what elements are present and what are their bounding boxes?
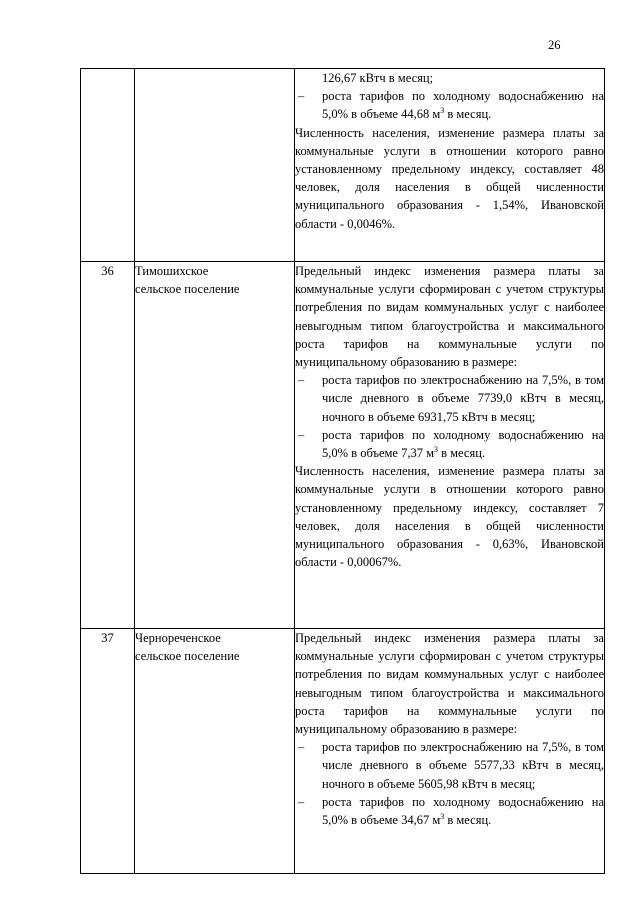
municipality-name-line: Тимошихское [135,264,209,278]
list-item-tail: в месяц. [438,446,486,461]
table-row [81,262,605,629]
row-number: 36 [81,262,135,629]
list-item-text: роста тарифов по холодному водоснабжению на 5,0% в объеме 7,37 м [322,427,604,461]
superscript: 3 [440,811,445,821]
population-paragraph: Численность населения, изменение размера платы за коммунальные услуги в отношении которого равно установленному предельному индексу, составляет 48 человек, доля населения в общей численности муниципального образования - 1,54%, Ивановской области - 0,0046%. [295,125,604,231]
row-description [295,262,605,629]
list-item-text: роста тарифов по холодному водоснабжению на 5,0% в объеме 44,68 м [322,89,604,122]
list-dash: – [298,373,305,388]
list-item [295,87,604,123]
population-paragraph: Численность населения, изменение размера платы за коммунальные услуги в отношении которого равно установленному предельному индексу, составляет 7 человек, доля населения в общей численности муниципального образования - 0,63%, Ивановской области - 0,00067%. [295,464,604,570]
municipality-name-line: сельское поселение [135,282,240,297]
list-item-tail: в месяц. [444,107,492,122]
continued-text: 126,67 кВтч в месяц; [322,71,434,85]
intro-paragraph: Предельный индекс изменения размера платы за коммунальные услуги сформирован с учетом структуры потребления по видам коммунальных услуг с наиболее невыгодным типом благоустройства и максимального роста тарифов на коммунальные услуги по муниципальному образованию в размере: [295,631,604,737]
tariff-table [80,68,605,874]
list-item [295,793,604,829]
table-row [81,629,605,874]
list-dash: – [298,89,305,104]
list-item-text: роста тарифов по электроснабжению на 7,5%, в том числе дневного в объеме 5577,33 кВтч в месяц, ночного в объеме 5605,98 кВтч в месяц; [322,740,604,791]
list-item [295,738,604,793]
list-item [295,426,604,462]
row-number: 37 [81,629,135,874]
list-item-tail: в месяц. [444,813,492,828]
list-item-text: роста тарифов по холодному водоснабжению на 5,0% в объеме 34,67 м [322,794,604,828]
municipality-name [135,629,295,874]
superscript: 3 [440,106,445,116]
row-description [295,69,605,262]
municipality-name-line: сельское поселение [135,649,240,664]
page-number: 26 [548,38,561,52]
list-dash: – [298,740,305,755]
list-item-text: роста тарифов по электроснабжению на 7,5%, в том числе дневного в объеме 7739,0 кВтч в месяц, ночного в объеме 6931,75 кВтч в месяц; [322,373,604,424]
row-number [81,69,135,262]
superscript: 3 [434,444,438,454]
row-description [295,629,605,874]
list-dash: – [298,427,305,442]
intro-paragraph: Предельный индекс изменения размера платы за коммунальные услуги сформирован с учетом структуры потребления по видам коммунальных услуг с наиболее невыгодным типом благоустройства и максимального роста тарифов на коммунальные услуги по муниципальному образованию в размере: [295,264,604,370]
table-row [81,69,605,262]
list-item [295,371,604,426]
municipality-name [135,69,295,262]
list-dash: – [298,794,305,809]
municipality-name [135,262,295,629]
municipality-name-line: Чернореченское [135,631,221,645]
